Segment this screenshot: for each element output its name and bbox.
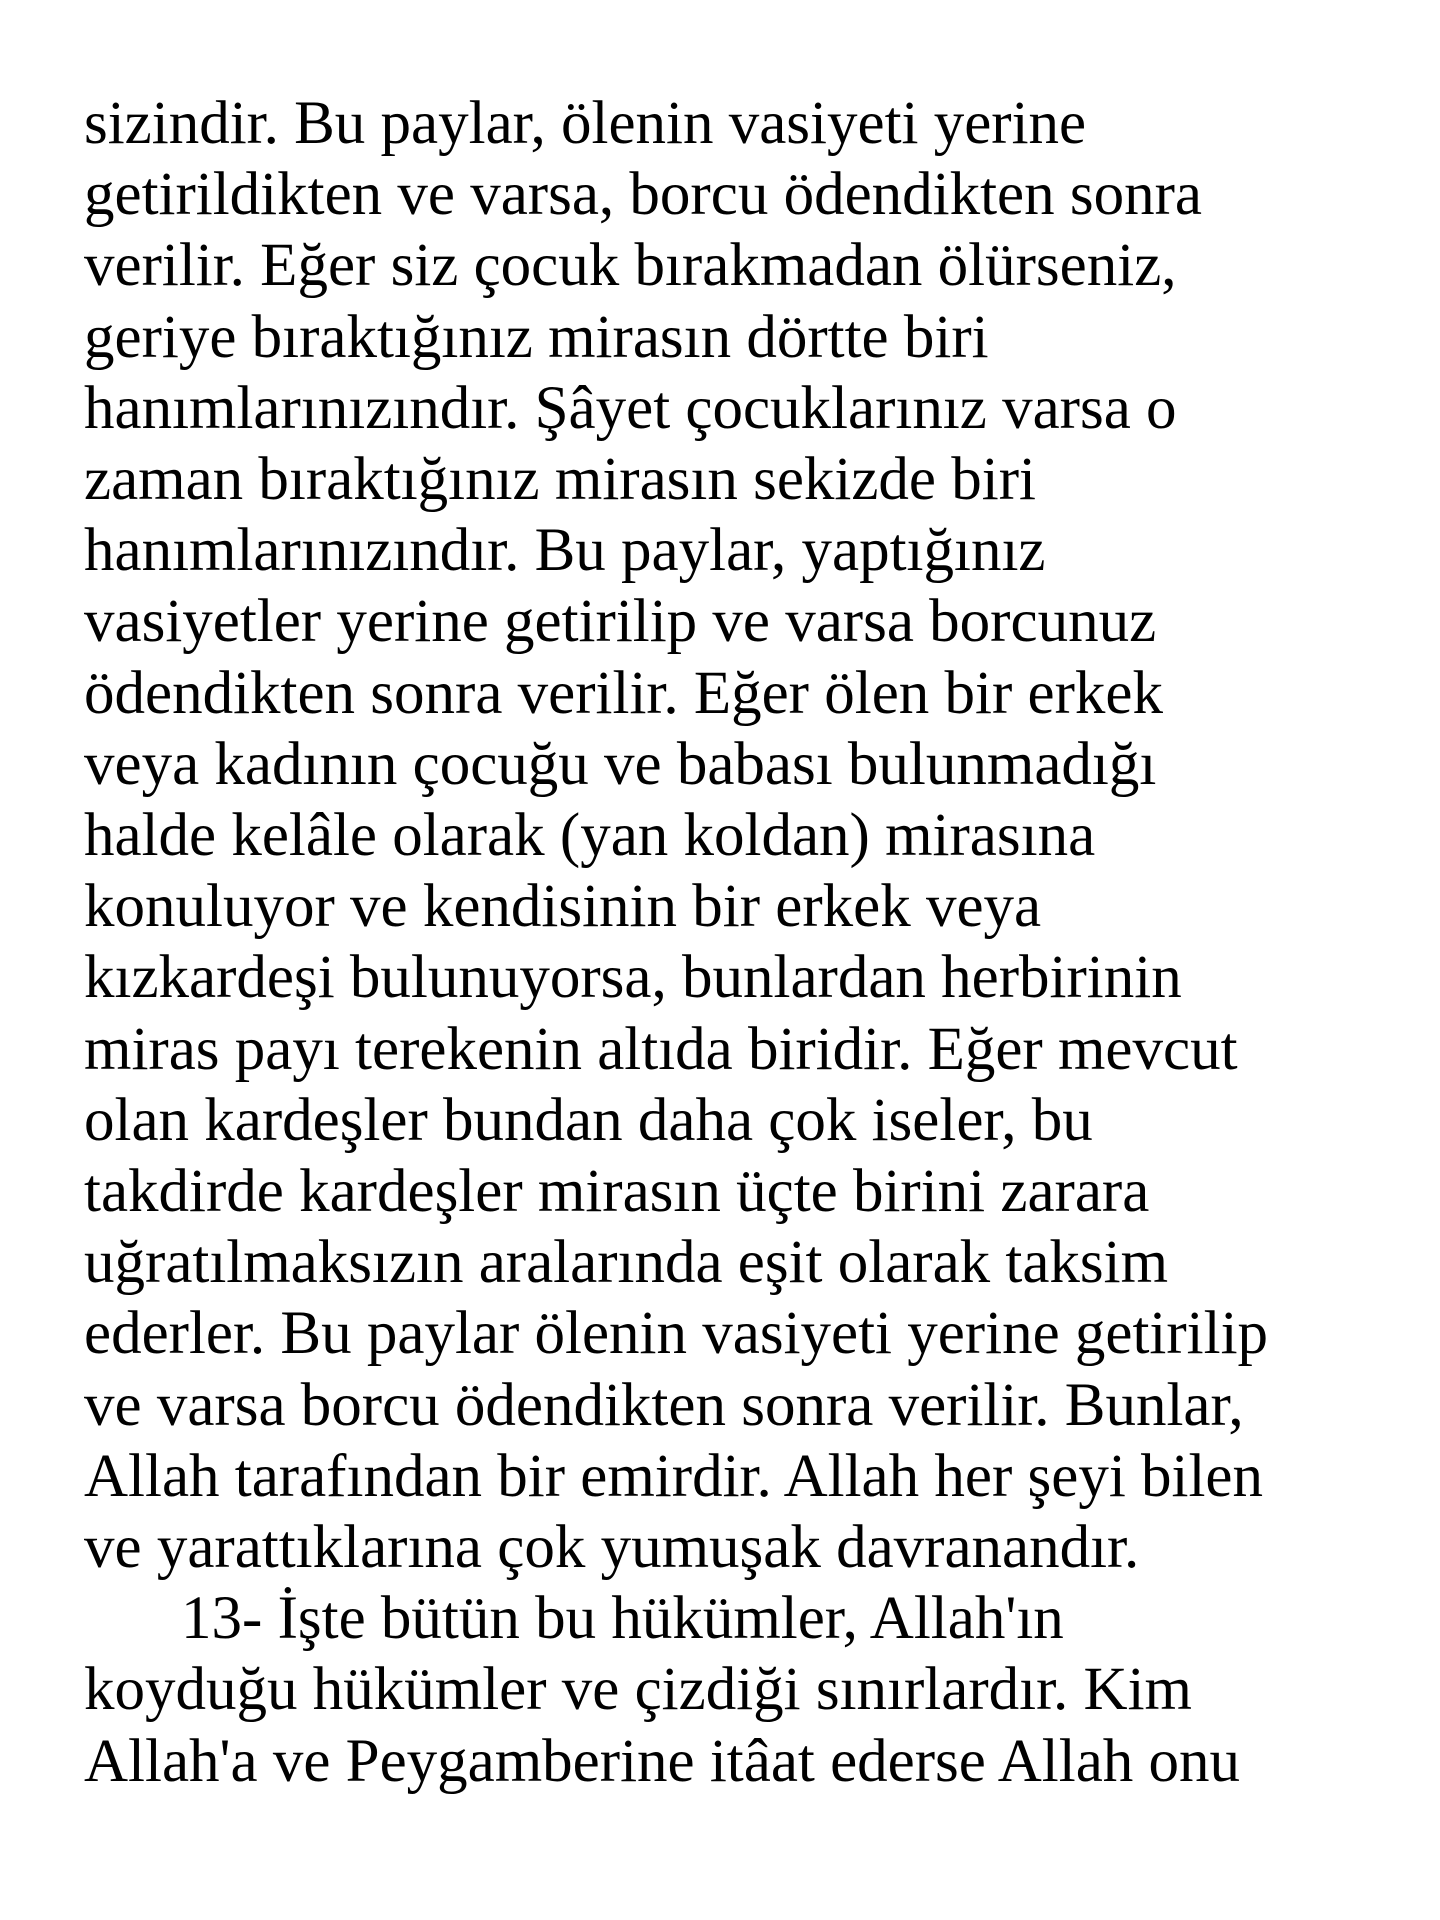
text-line: verilir. Eğer siz çocuk bırakmadan ölürseniz, — [84, 232, 1177, 300]
text-line: veya kadının çocuğu ve babası bulunmadığı — [84, 730, 1157, 798]
body-text — [84, 88, 1404, 1797]
text-line: geriye bıraktığınız mirasın dörtte biri — [84, 303, 989, 371]
text-line: uğratılmaksızın aralarında eşit olarak taksim — [84, 1229, 1169, 1297]
text-line: konuluyor ve kendisinin bir erkek veya — [84, 873, 1042, 941]
text-line: zaman bıraktığınız mirasın sekizde biri — [84, 446, 1036, 514]
text-line: kızkardeşi bulunuyorsa, bunlardan herbirinin — [84, 944, 1182, 1012]
verse-13-start-line: 13- İşte bütün bu hükümler, Allah'ın — [181, 1585, 1064, 1653]
text-line: sizindir. Bu paylar, ölenin vasiyeti yerine — [84, 90, 1087, 157]
text-line: takdirde kardeşler mirasın üçte birini zarara — [84, 1158, 1150, 1226]
text-line: hanımlarınızındır. Şâyet çocuklarınız varsa o — [84, 374, 1177, 442]
text-line: hanımlarınızındır. Bu paylar, yaptığınız — [84, 517, 1046, 585]
text-line: vasiyetler yerine getirilip ve varsa borcunuz — [84, 588, 1157, 656]
text-line: olan kardeşler bundan daha çok iseler, bu — [84, 1086, 1093, 1154]
text-line: ve yarattıklarına çok yumuşak davranandır. — [84, 1514, 1140, 1582]
text-line: ve varsa borcu ödendikten sonra verilir. Bunlar, — [84, 1371, 1244, 1439]
text-line: koyduğu hükümler ve çizdiği sınırlardır. Kim — [84, 1656, 1192, 1724]
text-line: halde kelâle olarak (yan koldan) mirasına — [84, 802, 1096, 870]
text-line: miras payı terekenin altıda biridir. Eğer mevcut — [84, 1015, 1238, 1083]
text-line: Allah'a ve Peygamberine itâat ederse Allah onu — [84, 1727, 1241, 1795]
text-line: getirildikten ve varsa, borcu ödendikten sonra — [84, 161, 1202, 229]
text-line: ödendikten sonra verilir. Eğer ölen bir erkek — [84, 659, 1163, 727]
text-line: Allah tarafından bir emirdir. Allah her şeyi bilen — [84, 1442, 1263, 1510]
text-line: ederler. Bu paylar ölenin vasiyeti yerine getirilip — [84, 1300, 1269, 1368]
